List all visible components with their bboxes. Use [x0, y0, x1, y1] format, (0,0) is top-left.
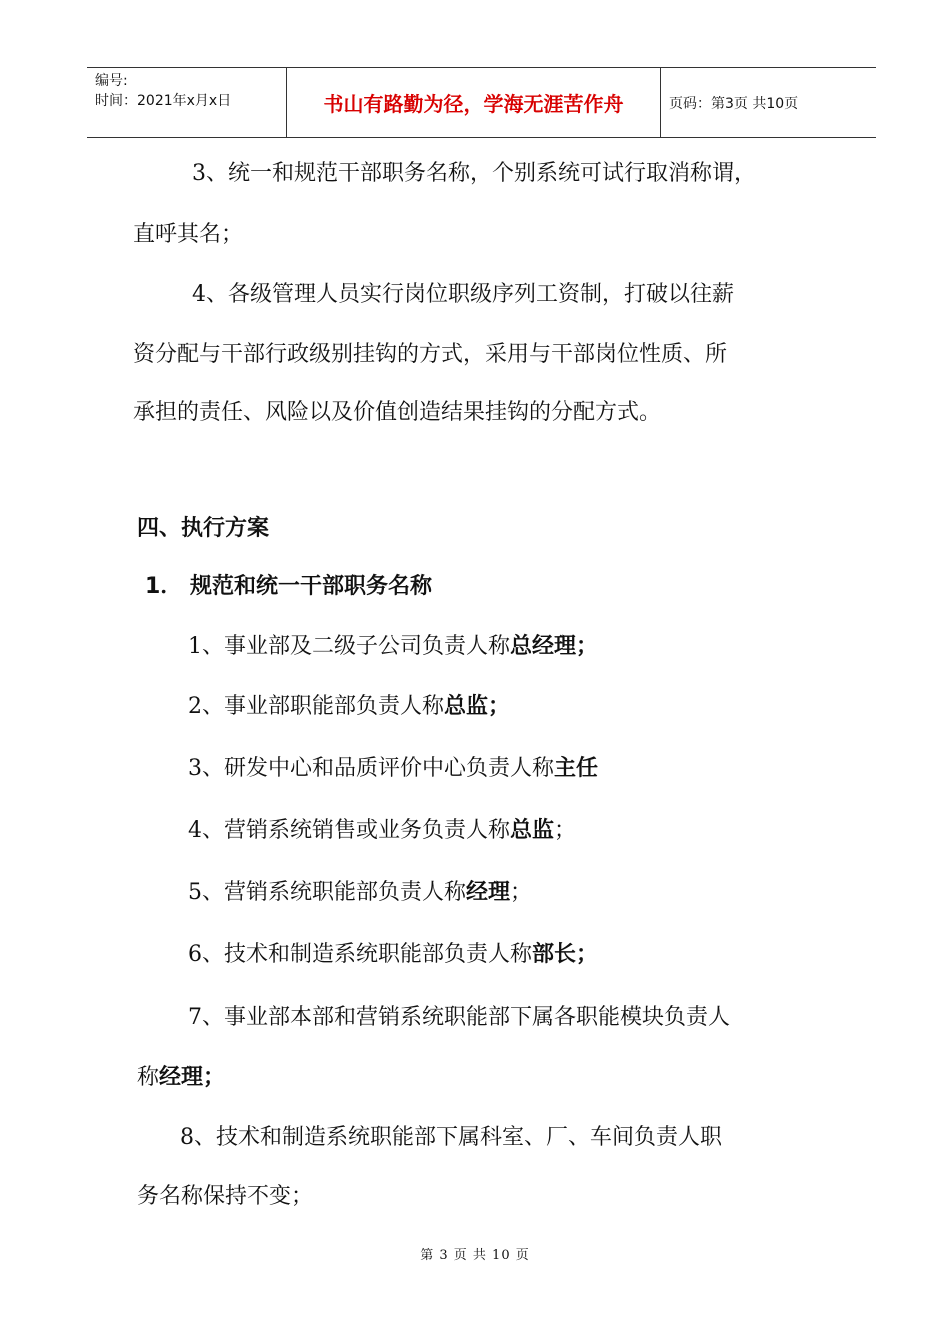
- list-item-text: 5、营销系统职能部负责人称: [188, 880, 466, 905]
- list-item-title: 总经理；: [510, 634, 599, 659]
- list-item-title: 总监: [510, 818, 555, 843]
- list-item-text: 4、营销系统销售或业务负责人称: [188, 818, 510, 843]
- header-page-info: 页码：第3页 共10页: [669, 95, 799, 112]
- list-item-title: 经理: [466, 880, 511, 905]
- item7-title: 经理；: [159, 1065, 226, 1090]
- section-title: 四、执行方案: [137, 516, 270, 541]
- item8-line2: 务名称保持不变；: [137, 1184, 314, 1209]
- item7-line2: [137, 1063, 225, 1093]
- list-item-title: 总监；: [444, 694, 511, 719]
- para3-line2: 直呼其名；: [133, 222, 244, 247]
- header-motto: 书山有路勤为径，学海无涯苦作舟: [287, 68, 661, 137]
- item8-line1: 8、技术和制造系统职能部下属科室、厂、车间负责人职: [180, 1125, 722, 1150]
- para4-line3: 承担的责任、风险以及价值创造结果挂钩的分配方式。: [133, 400, 662, 425]
- list-item-tail: ；: [510, 880, 533, 905]
- list-item: [188, 754, 598, 784]
- list-item-title: 主任: [554, 756, 599, 781]
- list-item: [188, 692, 510, 722]
- para4-line2: 资分配与干部行政级别挂钩的方式，采用与干部岗位性质、所: [133, 342, 728, 367]
- list-item-text: 1、事业部及二级子公司负责人称: [188, 634, 510, 659]
- subsection-title: 1． 规范和统一干部职务名称: [145, 574, 432, 599]
- para3-line1: 3、统一和规范干部职务名称，个别系统可试行取消称谓，: [192, 161, 756, 186]
- header-time: 时间：2021年x月x日: [95, 93, 232, 109]
- list-item: [188, 940, 598, 970]
- item7-text: 称: [137, 1065, 160, 1090]
- list-item-text: 6、技术和制造系统职能部负责人称: [188, 942, 532, 967]
- para4-line1: 4、各级管理人员实行岗位职级序列工资制，打破以往薪: [192, 282, 734, 307]
- list-item-title: 部长；: [532, 942, 599, 967]
- list-item-text: 2、事业部职能部负责人称: [188, 694, 444, 719]
- document-header: [87, 67, 876, 138]
- list-item-tail: ；: [554, 818, 577, 843]
- list-item: [188, 632, 598, 662]
- header-meta: [87, 68, 287, 137]
- page-footer: 第 3 页 共 10 页: [420, 1248, 530, 1263]
- header-number: 编号:: [95, 73, 128, 89]
- item7-line1: 7、事业部本部和营销系统职能部下属各职能模块负责人: [188, 1005, 730, 1030]
- list-item-text: 3、研发中心和品质评价中心负责人称: [188, 756, 554, 781]
- list-item: [188, 878, 532, 908]
- list-item: [188, 816, 576, 846]
